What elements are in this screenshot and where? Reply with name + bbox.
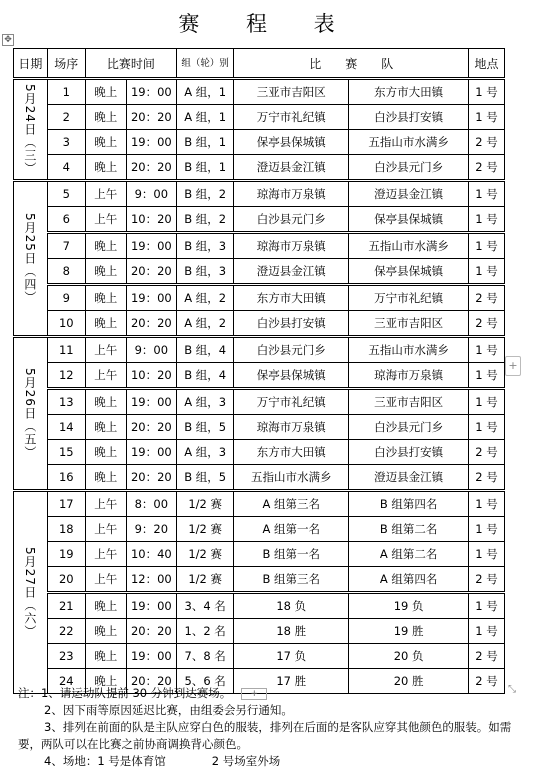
away-team-cell: 万宁市礼纪镇 xyxy=(349,285,469,311)
header-date: 日期 xyxy=(14,49,48,79)
venue-cell: 1 号 xyxy=(469,491,505,517)
home-team-cell: B 组第三名 xyxy=(234,567,349,593)
match-no-cell: 13 xyxy=(47,389,85,415)
group-cell: B 组，3 xyxy=(176,233,233,259)
note-1: 注：1、请运动队提前 30 分钟到达赛场。 + xyxy=(18,685,518,702)
match-no-cell: 23 xyxy=(47,644,85,669)
table-row xyxy=(14,465,505,491)
group-cell: A 组，3 xyxy=(176,440,233,465)
group-cell: 1、2 名 xyxy=(176,619,233,644)
header-match-no: 场序 xyxy=(47,49,85,79)
group-cell: B 组，1 xyxy=(176,130,233,155)
group-cell: 1/2 赛 xyxy=(176,542,233,567)
time-cell: 9：20 xyxy=(126,517,176,542)
notes xyxy=(18,685,518,770)
home-team-cell: 澄迈县金江镇 xyxy=(234,259,349,285)
away-team-cell: A 组第二名 xyxy=(349,542,469,567)
date-label: 5月27日（六） xyxy=(22,547,37,638)
period-cell: 晚上 xyxy=(85,311,126,337)
schedule-table xyxy=(13,48,505,694)
group-cell: 1/2 赛 xyxy=(176,517,233,542)
group-cell: B 组，4 xyxy=(176,337,233,363)
match-no-cell: 11 xyxy=(47,337,85,363)
table-header-row xyxy=(14,49,505,79)
home-team-cell: A 组第一名 xyxy=(234,517,349,542)
home-team-cell: 琼海市万泉镇 xyxy=(234,415,349,440)
resize-corner-icon[interactable]: ⤡ xyxy=(508,684,516,695)
period-cell: 晚上 xyxy=(85,105,126,130)
time-cell: 20：20 xyxy=(126,465,176,491)
date-label: 5月25日（四） xyxy=(22,213,37,304)
time-cell: 19：00 xyxy=(126,285,176,311)
period-cell: 晚上 xyxy=(85,79,126,105)
group-cell: 1/2 赛 xyxy=(176,567,233,593)
home-team-cell: 保亭县保城镇 xyxy=(234,363,349,389)
table-row xyxy=(14,130,505,155)
table-row xyxy=(14,155,505,181)
period-cell: 上午 xyxy=(85,363,126,389)
group-cell: A 组，2 xyxy=(176,285,233,311)
time-cell: 20：20 xyxy=(126,669,176,694)
table-row xyxy=(14,542,505,567)
group-cell: A 组，3 xyxy=(176,389,233,415)
match-no-cell: 24 xyxy=(47,669,85,694)
match-no-cell: 15 xyxy=(47,440,85,465)
venue-cell: 2 号 xyxy=(469,669,505,694)
home-team-cell: 17 胜 xyxy=(234,669,349,694)
time-cell: 19：00 xyxy=(126,644,176,669)
table-row xyxy=(14,311,505,337)
home-team-cell: 白沙县元门乡 xyxy=(234,337,349,363)
table-row xyxy=(14,491,505,517)
match-no-cell: 4 xyxy=(47,155,85,181)
header-teams: 比 赛 队 xyxy=(234,49,469,79)
table-row xyxy=(14,644,505,669)
away-team-cell: 五指山市水满乡 xyxy=(349,337,469,363)
match-no-cell: 20 xyxy=(47,567,85,593)
venue-cell: 1 号 xyxy=(469,79,505,105)
home-team-cell: 17 负 xyxy=(234,644,349,669)
venue-cell: 1 号 xyxy=(469,259,505,285)
home-team-cell: 澄迈县金江镇 xyxy=(234,155,349,181)
time-cell: 10：20 xyxy=(126,363,176,389)
period-cell: 晚上 xyxy=(85,415,126,440)
match-no-cell: 22 xyxy=(47,619,85,644)
group-cell: B 组，2 xyxy=(176,181,233,207)
time-cell: 10：40 xyxy=(126,542,176,567)
home-team-cell: 万宁市礼纪镇 xyxy=(234,389,349,415)
away-team-cell: 白沙县元门乡 xyxy=(349,155,469,181)
period-cell: 晚上 xyxy=(85,233,126,259)
header-time: 比赛时间 xyxy=(85,49,176,79)
add-column-icon[interactable]: + xyxy=(505,356,521,376)
group-cell: B 组，5 xyxy=(176,415,233,440)
time-cell: 12：00 xyxy=(126,567,176,593)
table-row xyxy=(14,593,505,619)
away-team-cell: 琼海市万泉镇 xyxy=(349,363,469,389)
group-cell: 1/2 赛 xyxy=(176,491,233,517)
date-cell xyxy=(14,337,48,491)
period-cell: 晚上 xyxy=(85,259,126,285)
home-team-cell: 东方市大田镇 xyxy=(234,285,349,311)
time-cell: 8：00 xyxy=(126,491,176,517)
venue-cell: 1 号 xyxy=(469,363,505,389)
away-team-cell: 东方市大田镇 xyxy=(349,79,469,105)
match-no-cell: 14 xyxy=(47,415,85,440)
venue-cell: 1 号 xyxy=(469,337,505,363)
table-row xyxy=(14,440,505,465)
header-venue: 地点 xyxy=(469,49,505,79)
table-row xyxy=(14,233,505,259)
venue-cell: 1 号 xyxy=(469,619,505,644)
table-row xyxy=(14,181,505,207)
page-title: 赛 程 表 xyxy=(178,12,355,36)
add-row-icon[interactable]: + xyxy=(241,688,267,700)
away-team-cell: 五指山市水满乡 xyxy=(349,130,469,155)
match-no-cell: 1 xyxy=(47,79,85,105)
venue-cell: 2 号 xyxy=(469,130,505,155)
date-cell xyxy=(14,491,48,694)
table-row xyxy=(14,567,505,593)
period-cell: 晚上 xyxy=(85,285,126,311)
group-cell: 3、4 名 xyxy=(176,593,233,619)
date-label: 5月26日（五） xyxy=(22,368,37,459)
period-cell: 晚上 xyxy=(85,669,126,694)
match-no-cell: 17 xyxy=(47,491,85,517)
home-team-cell: 保亭县保城镇 xyxy=(234,130,349,155)
table-row xyxy=(14,285,505,311)
table-row xyxy=(14,337,505,363)
period-cell: 晚上 xyxy=(85,389,126,415)
group-cell: B 组，3 xyxy=(176,259,233,285)
note-4: 4、场地：1 号是体育馆 2 号场室外场 xyxy=(44,754,281,768)
table-row xyxy=(14,517,505,542)
date-cell xyxy=(14,79,48,181)
table-row xyxy=(14,415,505,440)
group-cell: 5、6 名 xyxy=(176,669,233,694)
away-team-cell: 19 胜 xyxy=(349,619,469,644)
time-cell: 19：00 xyxy=(126,440,176,465)
away-team-cell: 白沙县打安镇 xyxy=(349,440,469,465)
time-cell: 20：20 xyxy=(126,415,176,440)
table-move-handle-icon[interactable]: ✥ xyxy=(2,34,14,46)
group-cell: A 组，1 xyxy=(176,79,233,105)
home-team-cell: 五指山市水满乡 xyxy=(234,465,349,491)
away-team-cell: 白沙县元门乡 xyxy=(349,415,469,440)
home-team-cell: 琼海市万泉镇 xyxy=(234,233,349,259)
match-no-cell: 21 xyxy=(47,593,85,619)
venue-cell: 2 号 xyxy=(469,465,505,491)
table-row xyxy=(14,259,505,285)
period-cell: 上午 xyxy=(85,181,126,207)
table-row xyxy=(14,619,505,644)
home-team-cell: 白沙县打安镇 xyxy=(234,311,349,337)
group-cell: B 组，5 xyxy=(176,465,233,491)
away-team-cell: 保亭县保城镇 xyxy=(349,259,469,285)
time-cell: 20：20 xyxy=(126,619,176,644)
home-team-cell: 万宁市礼纪镇 xyxy=(234,105,349,130)
away-team-cell: A 组第四名 xyxy=(349,567,469,593)
venue-cell: 1 号 xyxy=(469,181,505,207)
header-group: 组（轮）别 xyxy=(176,49,233,79)
period-cell: 上午 xyxy=(85,337,126,363)
period-cell: 上午 xyxy=(85,491,126,517)
venue-cell: 2 号 xyxy=(469,155,505,181)
away-team-cell: 20 负 xyxy=(349,644,469,669)
time-cell: 9：00 xyxy=(126,181,176,207)
home-team-cell: 18 胜 xyxy=(234,619,349,644)
table-row xyxy=(14,363,505,389)
match-no-cell: 10 xyxy=(47,311,85,337)
time-cell: 19：00 xyxy=(126,233,176,259)
table-row xyxy=(14,79,505,105)
table-row xyxy=(14,389,505,415)
away-team-cell: 五指山市水满乡 xyxy=(349,233,469,259)
period-cell: 晚上 xyxy=(85,593,126,619)
period-cell: 上午 xyxy=(85,542,126,567)
venue-cell: 1 号 xyxy=(469,542,505,567)
away-team-cell: 20 胜 xyxy=(349,669,469,694)
group-cell: 7、8 名 xyxy=(176,644,233,669)
venue-cell: 1 号 xyxy=(469,517,505,542)
match-no-cell: 9 xyxy=(47,285,85,311)
match-no-cell: 18 xyxy=(47,517,85,542)
time-cell: 20：20 xyxy=(126,259,176,285)
venue-cell: 2 号 xyxy=(469,285,505,311)
period-cell: 上午 xyxy=(85,207,126,233)
time-cell: 9：00 xyxy=(126,337,176,363)
home-team-cell: B 组第一名 xyxy=(234,542,349,567)
note-3: 3、排列在前面的队是主队应穿白色的服装，排列在后面的是客队应穿其他颜色的服装。如需要，两队可以在比赛之前协商调换背心颜色。 xyxy=(18,720,512,751)
group-cell: A 组，1 xyxy=(176,105,233,130)
away-team-cell: 澄迈县金江镇 xyxy=(349,181,469,207)
away-team-cell: 三亚市吉阳区 xyxy=(349,311,469,337)
period-cell: 晚上 xyxy=(85,440,126,465)
group-cell: B 组，2 xyxy=(176,207,233,233)
match-no-cell: 7 xyxy=(47,233,85,259)
match-no-cell: 16 xyxy=(47,465,85,491)
match-no-cell: 8 xyxy=(47,259,85,285)
venue-cell: 1 号 xyxy=(469,593,505,619)
venue-cell: 1 号 xyxy=(469,415,505,440)
away-team-cell: B 组第四名 xyxy=(349,491,469,517)
time-cell: 19：00 xyxy=(126,79,176,105)
venue-cell: 1 号 xyxy=(469,233,505,259)
home-team-cell: 东方市大田镇 xyxy=(234,440,349,465)
period-cell: 晚上 xyxy=(85,130,126,155)
date-label: 5月24日（三） xyxy=(22,84,37,175)
home-team-cell: 琼海市万泉镇 xyxy=(234,181,349,207)
note-2: 2、因下雨等原因延迟比赛，由组委会另行通知。 xyxy=(44,703,293,717)
venue-cell: 1 号 xyxy=(469,389,505,415)
period-cell: 上午 xyxy=(85,517,126,542)
time-cell: 20：20 xyxy=(126,105,176,130)
group-cell: B 组，1 xyxy=(176,155,233,181)
away-team-cell: B 组第二名 xyxy=(349,517,469,542)
match-no-cell: 19 xyxy=(47,542,85,567)
home-team-cell: 18 负 xyxy=(234,593,349,619)
group-cell: B 组，4 xyxy=(176,363,233,389)
date-cell xyxy=(14,181,48,337)
home-team-cell: 三亚市吉阳区 xyxy=(234,79,349,105)
period-cell: 晚上 xyxy=(85,155,126,181)
home-team-cell: A 组第三名 xyxy=(234,491,349,517)
period-cell: 晚上 xyxy=(85,619,126,644)
venue-cell: 2 号 xyxy=(469,311,505,337)
table-row xyxy=(14,105,505,130)
match-no-cell: 6 xyxy=(47,207,85,233)
match-no-cell: 3 xyxy=(47,130,85,155)
venue-cell: 1 号 xyxy=(469,207,505,233)
away-team-cell: 白沙县打安镇 xyxy=(349,105,469,130)
time-cell: 10：20 xyxy=(126,207,176,233)
match-no-cell: 12 xyxy=(47,363,85,389)
period-cell: 上午 xyxy=(85,567,126,593)
match-no-cell: 5 xyxy=(47,181,85,207)
venue-cell: 2 号 xyxy=(469,567,505,593)
venue-cell: 1 号 xyxy=(469,105,505,130)
match-no-cell: 2 xyxy=(47,105,85,130)
away-team-cell: 三亚市吉阳区 xyxy=(349,389,469,415)
time-cell: 20：20 xyxy=(126,311,176,337)
group-cell: A 组，2 xyxy=(176,311,233,337)
period-cell: 晚上 xyxy=(85,465,126,491)
time-cell: 19：00 xyxy=(126,389,176,415)
venue-cell: 2 号 xyxy=(469,644,505,669)
period-cell: 晚上 xyxy=(85,644,126,669)
time-cell: 19：00 xyxy=(126,593,176,619)
venue-cell: 2 号 xyxy=(469,440,505,465)
away-team-cell: 19 负 xyxy=(349,593,469,619)
time-cell: 19：00 xyxy=(126,130,176,155)
time-cell: 20：20 xyxy=(126,155,176,181)
away-team-cell: 保亭县保城镇 xyxy=(349,207,469,233)
home-team-cell: 白沙县元门乡 xyxy=(234,207,349,233)
table-row xyxy=(14,207,505,233)
away-team-cell: 澄迈县金江镇 xyxy=(349,465,469,491)
